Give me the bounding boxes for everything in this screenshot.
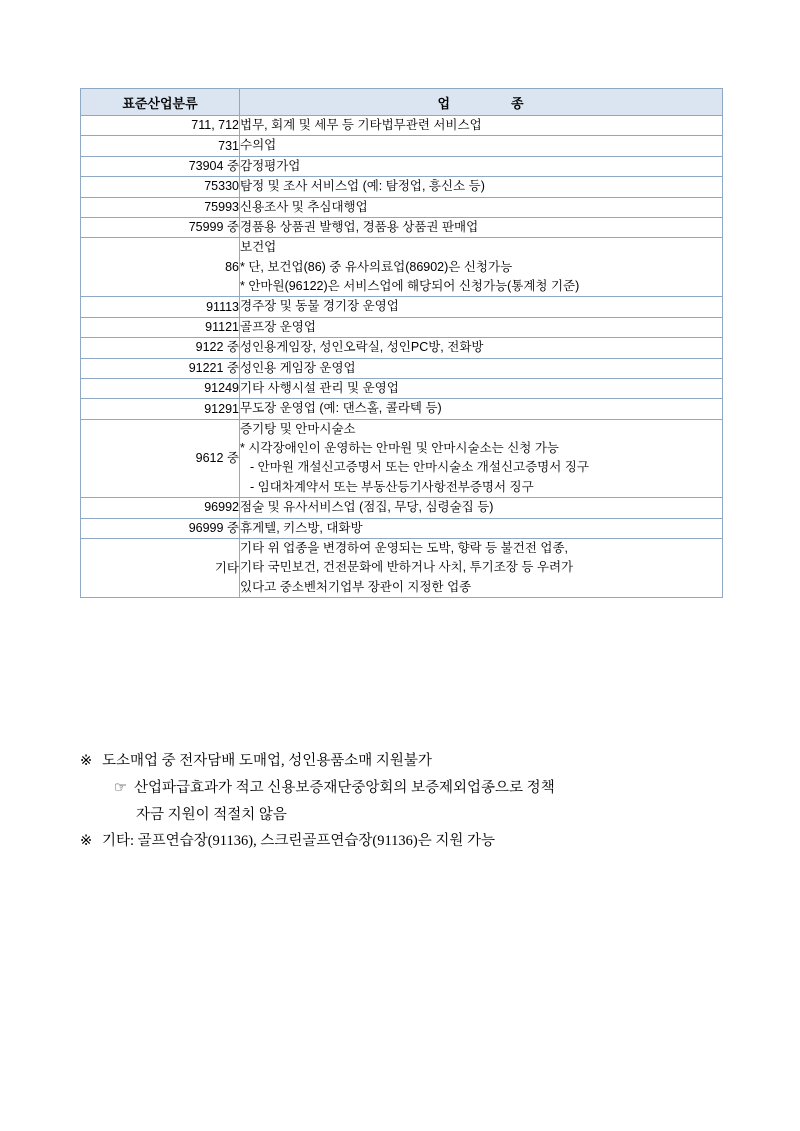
table-row	[81, 297, 723, 317]
cell-industry-name	[240, 238, 723, 297]
cell-industry-name	[240, 518, 723, 538]
table-row	[81, 238, 723, 297]
cell-industry-name	[240, 217, 723, 237]
table-row	[81, 538, 723, 597]
cell-industry-name	[240, 498, 723, 518]
table-row	[81, 419, 723, 498]
cell-industry-name	[240, 358, 723, 378]
cell-line: 감정평가업	[240, 158, 301, 173]
cell-line: * 시각장애인이 운영하는 안마원 및 안마시술소는 신청 가능	[240, 441, 559, 455]
table-row	[81, 156, 723, 176]
table-row	[81, 399, 723, 419]
column-header-industry	[240, 89, 723, 116]
cell-line: 수의업	[240, 138, 277, 153]
cell-industry-name	[240, 116, 723, 136]
cell-industry-code: 75999 중	[81, 217, 240, 237]
cell-line: 탐정 및 조사 서비스업 (예: 탐정업, 흥신소 등)	[240, 179, 485, 194]
table-row	[81, 197, 723, 217]
cell-industry-code: 96999 중	[81, 518, 240, 538]
cell-industry-code: 75993	[81, 197, 240, 217]
cell-line: * 단, 보건업(86) 중 유사의료업(86902)은 신청가능	[240, 259, 513, 274]
footnote-1-text: 도소매업 중 전자담배 도매업, 성인용품소매 지원불가	[102, 753, 432, 769]
table-row	[81, 217, 723, 237]
cell-line: 성인용 게임장 운영업	[240, 360, 356, 375]
footnote-1	[80, 748, 760, 775]
cell-industry-code: 91291	[81, 399, 240, 419]
cell-line: 보건업	[240, 240, 277, 255]
table-row	[81, 177, 723, 197]
cell-industry-code: 9122 중	[81, 338, 240, 358]
column-header-code: 표준산업분류	[81, 89, 240, 116]
cell-industry-name	[240, 136, 723, 156]
cell-industry-name	[240, 538, 723, 597]
table-row	[81, 498, 723, 518]
table-body	[81, 116, 723, 598]
table-header-row	[81, 89, 723, 116]
cell-line: 있다고 중소벤처기업부 장관이 지정한 업종	[240, 579, 472, 594]
cell-industry-name	[240, 197, 723, 217]
cell-industry-name	[240, 378, 723, 398]
cell-industry-name	[240, 317, 723, 337]
cell-industry-code: 9612 중	[81, 419, 240, 498]
column-header-industry-left: 업	[437, 95, 451, 111]
cell-line: - 임대차계약서 또는 부동산등기사항전부증명서 징구	[250, 479, 534, 494]
cell-line: - 안마원 개설신고증명서 또는 안마시술소 개설신고증명서 징구	[250, 460, 589, 475]
cell-industry-name	[240, 297, 723, 317]
cell-line: 경주장 및 동물 경기장 운영업	[240, 299, 399, 314]
cell-industry-code: 91249	[81, 378, 240, 398]
cell-line: 법무, 회계 및 세무 등 기타법무관련 서비스업	[240, 118, 482, 132]
footnotes	[80, 748, 760, 855]
cell-industry-code: 기타	[81, 538, 240, 597]
cell-line: 골프장 운영업	[240, 319, 316, 334]
footnote-1-sub-line-1	[80, 775, 760, 802]
restricted-industry-table	[80, 88, 723, 598]
cell-line: 경품용 상품권 발행업, 경품용 상품권 판매업	[240, 219, 479, 234]
cell-industry-code: 73904 중	[81, 156, 240, 176]
footnote-1-mark: ※	[80, 753, 93, 769]
cell-industry-name	[240, 177, 723, 197]
cell-line: 무도장 운영업 (예: 댄스홀, 콜라텍 등)	[240, 401, 442, 416]
cell-industry-code: 86	[81, 238, 240, 297]
cell-line: * 안마원(96122)은 서비스업에 해당되어 신청가능(통계청 기준)	[240, 279, 580, 293]
cell-industry-code: 91221 중	[81, 358, 240, 378]
footnote-2	[80, 828, 760, 855]
cell-line: 신용조사 및 추심대행업	[240, 199, 368, 214]
cell-industry-code: 91113	[81, 297, 240, 317]
footnote-1-sub-text-1: 산업파급효과가 적고 신용보증재단중앙회의 보증제외업종으로 정책	[134, 779, 555, 796]
cell-line: 기타 위 업종을 변경하여 운영되는 도박, 향락 등 불건전 업종,	[240, 540, 569, 555]
cell-industry-name	[240, 156, 723, 176]
cell-line: 증기탕 및 안마시술소	[240, 421, 356, 436]
footnote-2-text: 기타: 골프연습장(91136), 스크린골프연습장(91136)은 지원 가능	[102, 833, 496, 850]
cell-line: 기타 사행시설 관리 및 운영업	[240, 380, 399, 395]
table-row	[81, 338, 723, 358]
table-row	[81, 317, 723, 337]
cell-industry-name	[240, 419, 723, 498]
cell-industry-code: 75330	[81, 177, 240, 197]
cell-industry-code: 731	[81, 136, 240, 156]
cell-line: 기타 국민보건, 건전문화에 반하거나 사치, 투기조장 등 우려가	[240, 560, 574, 575]
table-row	[81, 518, 723, 538]
pointing-hand-icon: ☞	[114, 779, 127, 796]
table-header	[81, 89, 723, 116]
cell-industry-name	[240, 338, 723, 358]
cell-industry-code: 91121	[81, 317, 240, 337]
table-row	[81, 378, 723, 398]
cell-industry-code: 711, 712	[81, 116, 240, 136]
footnote-1-sub-line-2: 자금 지원이 적절치 않음	[136, 806, 287, 823]
table-row	[81, 116, 723, 136]
cell-line: 점술 및 유사서비스업 (점집, 무당, 심령술집 등)	[240, 500, 494, 515]
table-row	[81, 136, 723, 156]
restricted-industry-table-container	[80, 88, 720, 598]
cell-line: 성인용게임장, 성인오락실, 성인PC방, 전화방	[240, 340, 484, 355]
cell-industry-name	[240, 399, 723, 419]
column-header-industry-right: 종	[511, 95, 525, 111]
table-row	[81, 358, 723, 378]
footnote-2-mark: ※	[80, 833, 93, 850]
cell-line: 휴게텔, 키스방, 대화방	[240, 520, 363, 535]
cell-industry-code: 96992	[81, 498, 240, 518]
column-header-industry-inner	[240, 93, 722, 112]
